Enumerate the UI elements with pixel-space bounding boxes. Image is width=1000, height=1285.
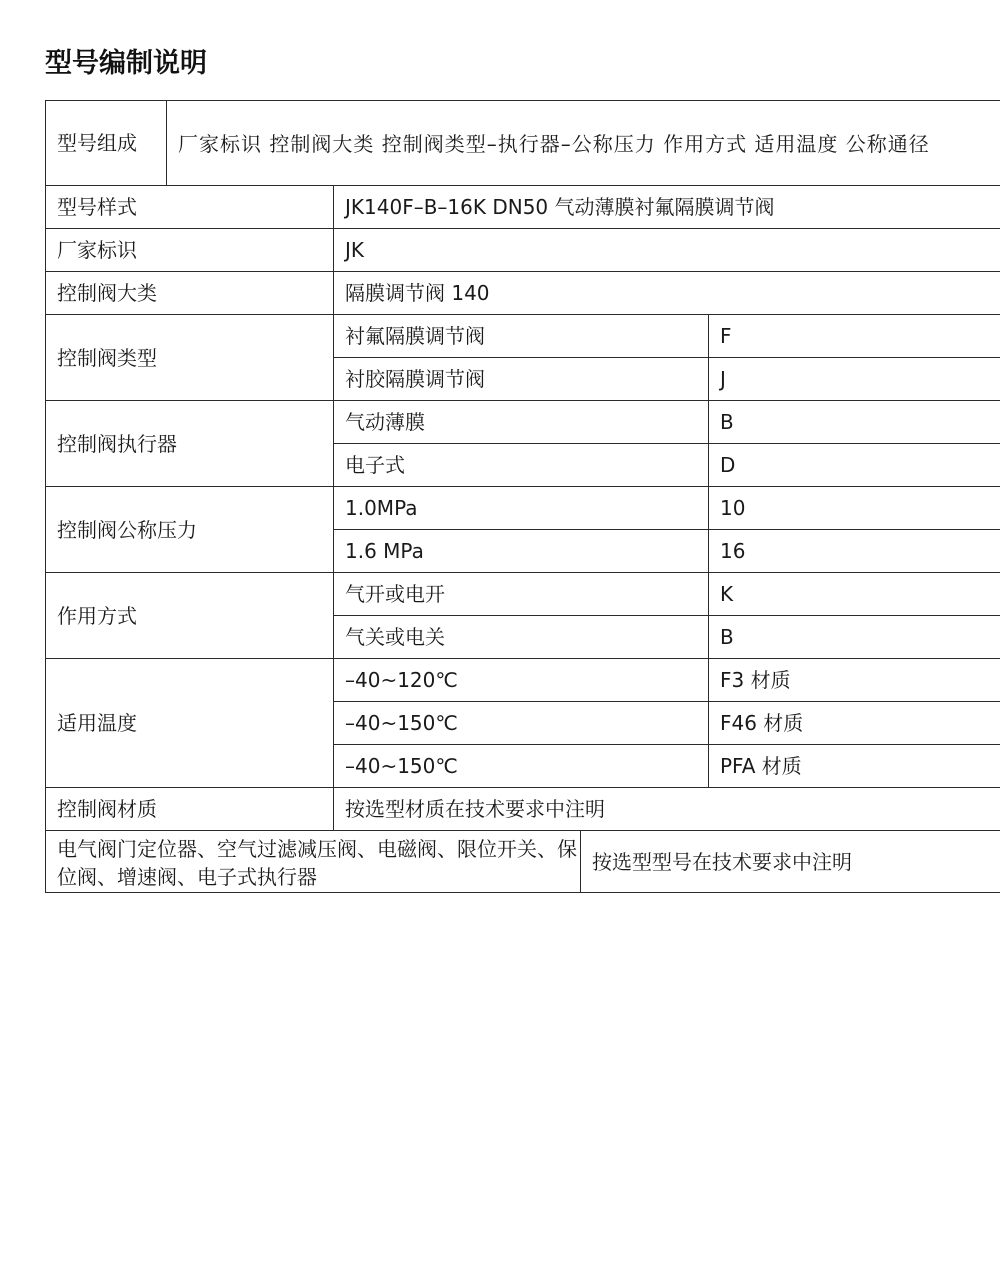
example-label: 型号样式 xyxy=(46,186,334,229)
actuator-option-code: D xyxy=(709,444,1000,487)
action-option-name: 气开或电开 xyxy=(334,573,709,616)
row-maker xyxy=(46,229,1000,272)
category-label: 控制阀大类 xyxy=(46,272,334,315)
type-option-code: F xyxy=(709,315,1000,358)
temperature-option-name: –40~120℃ xyxy=(334,659,709,702)
actuator-option-name: 气动薄膜 xyxy=(334,401,709,444)
temperature-option-name: –40~150℃ xyxy=(334,745,709,788)
pressure-option-code: 16 xyxy=(709,530,1000,573)
row-type-1 xyxy=(46,315,1000,358)
composition-label: 型号组成 xyxy=(46,101,167,186)
row-pressure-1 xyxy=(46,487,1000,530)
maker-value: JK xyxy=(334,229,1000,272)
composition-value: 厂家标识 控制阀大类 控制阀类型–执行器–公称压力 作用方式 适用温度 公称通径 xyxy=(167,101,1000,186)
row-temperature-1 xyxy=(46,659,1000,702)
actuator-option-code: B xyxy=(709,401,1000,444)
type-option-name: 衬胶隔膜调节阀 xyxy=(334,358,709,401)
actuator-label: 控制阀执行器 xyxy=(46,401,334,487)
temperature-option-code: F46 材质 xyxy=(709,702,1000,745)
action-option-code: K xyxy=(709,573,1000,616)
pressure-option-code: 10 xyxy=(709,487,1000,530)
action-option-code: B xyxy=(709,616,1000,659)
accessories-value: 按选型型号在技术要求中注明 xyxy=(581,831,1000,893)
maker-label: 厂家标识 xyxy=(46,229,334,272)
material-value: 按选型材质在技术要求中注明 xyxy=(334,788,1000,831)
temperature-label: 适用温度 xyxy=(46,659,334,788)
type-label: 控制阀类型 xyxy=(46,315,334,401)
row-material xyxy=(46,788,1000,831)
action-option-name: 气关或电关 xyxy=(334,616,709,659)
action-label: 作用方式 xyxy=(46,573,334,659)
model-spec-table xyxy=(45,100,1000,893)
row-example xyxy=(46,186,1000,229)
example-value: JK140F–B–16K DN50 气动薄膜衬氟隔膜调节阀 xyxy=(334,186,1000,229)
temperature-option-name: –40~150℃ xyxy=(334,702,709,745)
temperature-option-code: F3 材质 xyxy=(709,659,1000,702)
row-action-1 xyxy=(46,573,1000,616)
actuator-option-name: 电子式 xyxy=(334,444,709,487)
row-accessories xyxy=(46,831,1000,893)
pressure-option-name: 1.6 MPa xyxy=(334,530,709,573)
row-category xyxy=(46,272,1000,315)
type-option-name: 衬氟隔膜调节阀 xyxy=(334,315,709,358)
accessories-label: 电气阀门定位器、空气过滤减压阀、电磁阀、限位开关、保位阀、增速阀、电子式执行器 xyxy=(46,831,581,893)
row-actuator-1 xyxy=(46,401,1000,444)
material-label: 控制阀材质 xyxy=(46,788,334,831)
row-composition xyxy=(46,101,1000,186)
type-option-code: J xyxy=(709,358,1000,401)
temperature-option-code: PFA 材质 xyxy=(709,745,1000,788)
page-title: 型号编制说明 xyxy=(45,48,207,79)
pressure-option-name: 1.0MPa xyxy=(334,487,709,530)
category-value: 隔膜调节阀 140 xyxy=(334,272,1000,315)
pressure-label: 控制阀公称压力 xyxy=(46,487,334,573)
